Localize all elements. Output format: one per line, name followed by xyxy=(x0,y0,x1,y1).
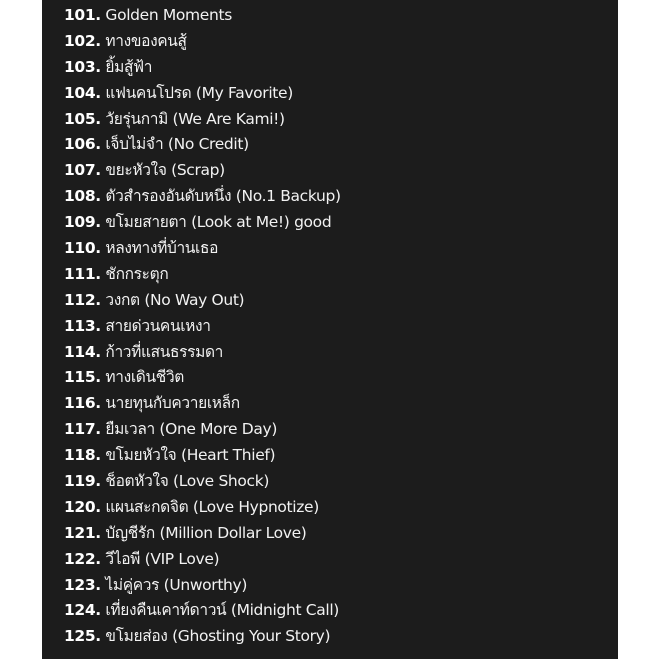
list-item xyxy=(64,469,341,495)
list-item xyxy=(64,158,341,184)
track-number: 105. xyxy=(64,109,101,128)
track-title: ขยะหัวใจ (Scrap) xyxy=(105,161,225,180)
track-number: 111. xyxy=(64,264,101,283)
list-item xyxy=(64,262,341,288)
track-title: ก้าวที่แสนธรรมดา xyxy=(105,342,224,361)
track-number: 103. xyxy=(64,57,101,76)
track-number: 115. xyxy=(64,368,101,387)
track-number: 110. xyxy=(64,239,101,258)
track-title: ยิ้มสู้ฟ้า xyxy=(105,57,153,76)
track-number: 122. xyxy=(64,549,101,568)
track-number: 107. xyxy=(64,161,101,180)
track-title: แผนสะกดจิต (Love Hypnotize) xyxy=(105,497,319,516)
track-number: 117. xyxy=(64,420,101,439)
song-list-panel xyxy=(42,0,618,659)
track-title: เจ็บไม่จำ (No Credit) xyxy=(105,135,249,154)
track-number: 124. xyxy=(64,601,101,620)
song-list xyxy=(64,3,341,650)
track-number: 101. xyxy=(64,6,101,24)
list-item xyxy=(64,3,341,29)
track-number: 106. xyxy=(64,135,101,154)
track-title: วงกต (No Way Out) xyxy=(105,290,245,309)
track-number: 114. xyxy=(64,342,101,361)
track-title: บัญชีรัก (Million Dollar Love) xyxy=(105,523,307,542)
track-number: 109. xyxy=(64,213,101,232)
track-number: 102. xyxy=(64,31,101,50)
list-item xyxy=(64,547,341,573)
track-title: นายทุนกับควายเหล็ก xyxy=(105,394,240,413)
track-number: 120. xyxy=(64,497,101,516)
track-title: ขโมยหัวใจ (Heart Thief) xyxy=(105,446,276,465)
track-title: ช็อตหัวใจ (Love Shock) xyxy=(105,472,270,491)
track-title: Golden Moments xyxy=(105,6,232,24)
track-number: 108. xyxy=(64,187,101,206)
track-title: แฟนคนโปรด (My Favorite) xyxy=(105,83,293,102)
track-title: ทางของคนสู้ xyxy=(105,31,187,50)
list-item xyxy=(64,132,341,158)
list-item xyxy=(64,236,341,262)
track-title: สายด่วนคนเหงา xyxy=(105,316,211,335)
track-title: ยืมเวลา (One More Day) xyxy=(105,420,278,439)
list-item xyxy=(64,495,341,521)
list-item xyxy=(64,81,341,107)
list-item xyxy=(64,314,341,340)
track-title: ไม่คู่ควร (Unworthy) xyxy=(105,575,248,594)
track-title: ขโมยส่อง (Ghosting Your Story) xyxy=(105,627,331,646)
list-item xyxy=(64,107,341,133)
list-item xyxy=(64,391,341,417)
list-item xyxy=(64,417,341,443)
track-number: 119. xyxy=(64,472,101,491)
track-title: หลงทางที่บ้านเธอ xyxy=(105,239,219,258)
track-title: ตัวสำรองอันดับหนึ่ง (No.1 Backup) xyxy=(105,187,341,206)
track-number: 112. xyxy=(64,290,101,309)
list-item xyxy=(64,598,341,624)
track-number: 121. xyxy=(64,523,101,542)
list-item xyxy=(64,29,341,55)
track-title: ชักกระตุก xyxy=(105,264,169,283)
list-item xyxy=(64,521,341,547)
track-number: 118. xyxy=(64,446,101,465)
list-item xyxy=(64,184,341,210)
track-number: 113. xyxy=(64,316,101,335)
list-item xyxy=(64,573,341,599)
list-item xyxy=(64,55,341,81)
track-number: 123. xyxy=(64,575,101,594)
track-title: เที่ยงคืนเคาท์ดาวน์ (Midnight Call) xyxy=(105,601,339,620)
list-item xyxy=(64,210,341,236)
track-number: 125. xyxy=(64,627,101,646)
list-item xyxy=(64,340,341,366)
track-number: 116. xyxy=(64,394,101,413)
track-title: ทางเดินชีวิต xyxy=(105,368,185,387)
list-item xyxy=(64,443,341,469)
track-title: ขโมยสายตา (Look at Me!) good xyxy=(105,213,332,232)
list-item xyxy=(64,365,341,391)
track-title: วีไอพี (VIP Love) xyxy=(105,549,220,568)
track-number: 104. xyxy=(64,83,101,102)
list-item xyxy=(64,288,341,314)
list-item xyxy=(64,624,341,650)
track-title: วัยรุ่นกามิ (We Are Kami!) xyxy=(105,109,285,128)
